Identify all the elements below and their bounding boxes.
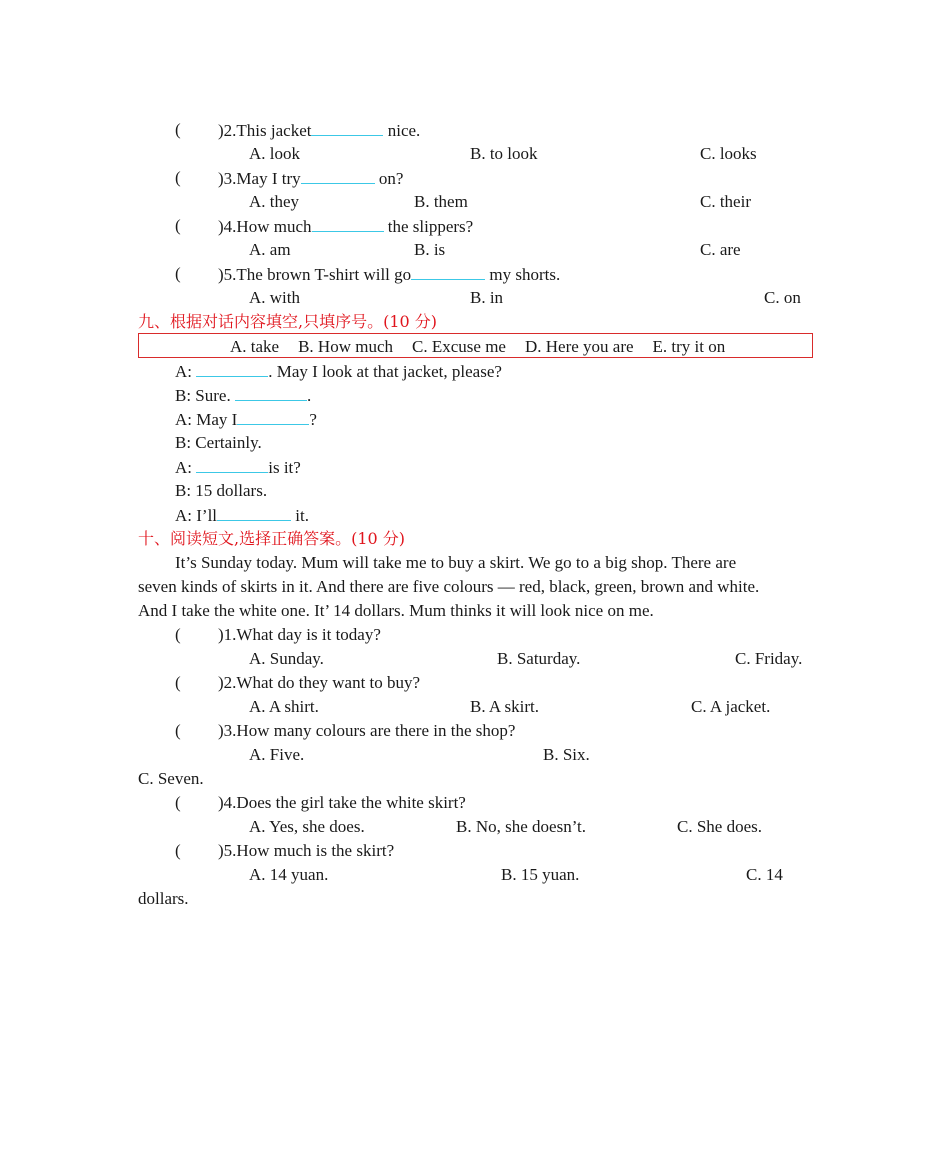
answer-blank[interactable] bbox=[311, 119, 383, 136]
answer-blank[interactable] bbox=[312, 215, 384, 232]
option-c: C. Seven. bbox=[138, 769, 204, 788]
question-row bbox=[175, 119, 181, 141]
answer-paren: ( bbox=[175, 841, 181, 860]
answer-blank[interactable] bbox=[411, 263, 485, 280]
passage-line: And I take the white one. It’ 14 dollars. Mum thinks it will look nice on me. bbox=[138, 601, 654, 620]
option-a: A. A shirt. bbox=[249, 697, 319, 716]
answer-paren: ( bbox=[175, 168, 181, 187]
dialogue-line: A: . May I look at that jacket, please? bbox=[175, 362, 502, 381]
option-a: A. with bbox=[249, 288, 300, 307]
option-item: E. try it on bbox=[652, 337, 726, 356]
option-a: A. am bbox=[249, 240, 291, 259]
passage-line: seven kinds of skirts in it. And there are five colours — red, black, green, brown and white. bbox=[138, 577, 760, 596]
question-text: )1.What day is it today? bbox=[218, 625, 381, 644]
answer-paren: ( bbox=[175, 793, 181, 812]
question-text: )3.May I try on? bbox=[218, 169, 404, 188]
answer-blank[interactable] bbox=[196, 360, 268, 377]
option-item: D. Here you are bbox=[524, 337, 634, 356]
question-text: )4.Does the girl take the white skirt? bbox=[218, 793, 466, 812]
option-c-continued: dollars. bbox=[138, 889, 189, 908]
answer-blank[interactable] bbox=[235, 384, 307, 401]
question-text: )4.How much the slippers? bbox=[218, 217, 474, 236]
option-b: B. 15 yuan. bbox=[501, 865, 580, 884]
option-c: C. She does. bbox=[677, 817, 762, 836]
option-b: B. Saturday. bbox=[497, 649, 581, 668]
answer-paren: ( bbox=[175, 264, 181, 283]
option-c: C. are bbox=[700, 240, 741, 259]
dialogue-line: B: 15 dollars. bbox=[175, 481, 268, 500]
question-text: )5.How much is the skirt? bbox=[218, 841, 395, 860]
option-b: B. No, she doesn’t. bbox=[456, 817, 587, 836]
section-heading: 十、阅读短文,选择正确答案。(10 分) bbox=[138, 529, 406, 548]
answer-blank[interactable] bbox=[217, 504, 291, 521]
dialogue-line: A: is it? bbox=[175, 458, 301, 477]
dialogue-line: A: May I ? bbox=[175, 410, 317, 429]
question-text: )2.This jacket nice. bbox=[218, 121, 421, 140]
option-list bbox=[230, 336, 725, 358]
answer-paren: ( bbox=[175, 721, 181, 740]
option-b: B. Six. bbox=[543, 745, 590, 764]
question-text: )5.The brown T-shirt will go my shorts. bbox=[218, 265, 561, 284]
option-b: B. A skirt. bbox=[470, 697, 539, 716]
dialogue-line: B: Certainly. bbox=[175, 433, 262, 452]
question-text: )3.How many colours are there in the shop? bbox=[218, 721, 516, 740]
option-item: A. take bbox=[230, 337, 280, 356]
option-b: B. to look bbox=[470, 144, 538, 163]
option-b: B. in bbox=[470, 288, 504, 307]
option-c: C. 14 bbox=[746, 865, 783, 884]
passage-line: It’s Sunday today. Mum will take me to buy a skirt. We go to a big shop. There are bbox=[175, 553, 737, 572]
answer-paren: ( bbox=[175, 625, 181, 644]
option-a: A. look bbox=[249, 144, 300, 163]
dialogue-line: B: Sure. . bbox=[175, 386, 312, 405]
option-item: C. Excuse me bbox=[412, 337, 506, 356]
option-b: B. is bbox=[414, 240, 446, 259]
question-text: )2.What do they want to buy? bbox=[218, 673, 421, 692]
option-c: C. on bbox=[764, 288, 801, 307]
option-c: C. Friday. bbox=[735, 649, 803, 668]
answer-blank[interactable] bbox=[196, 456, 268, 473]
option-b: B. them bbox=[414, 192, 468, 211]
dialogue-line: A: I’ll it. bbox=[175, 506, 309, 525]
option-c: C. looks bbox=[700, 144, 757, 163]
answer-paren: ( bbox=[175, 120, 181, 139]
option-a: A. 14 yuan. bbox=[249, 865, 329, 884]
answer-paren: ( bbox=[175, 673, 181, 692]
option-a: A. they bbox=[249, 192, 300, 211]
option-a: A. Five. bbox=[249, 745, 305, 764]
option-c: C. their bbox=[700, 192, 751, 211]
option-a: A. Sunday. bbox=[249, 649, 324, 668]
section-heading: 九、根据对话内容填空,只填序号。(10 分) bbox=[138, 312, 438, 331]
option-item: B. How much bbox=[298, 337, 394, 356]
answer-blank[interactable] bbox=[237, 408, 309, 425]
option-a: A. Yes, she does. bbox=[249, 817, 365, 836]
option-c: C. A jacket. bbox=[691, 697, 771, 716]
answer-paren: ( bbox=[175, 216, 181, 235]
answer-blank[interactable] bbox=[301, 167, 375, 184]
